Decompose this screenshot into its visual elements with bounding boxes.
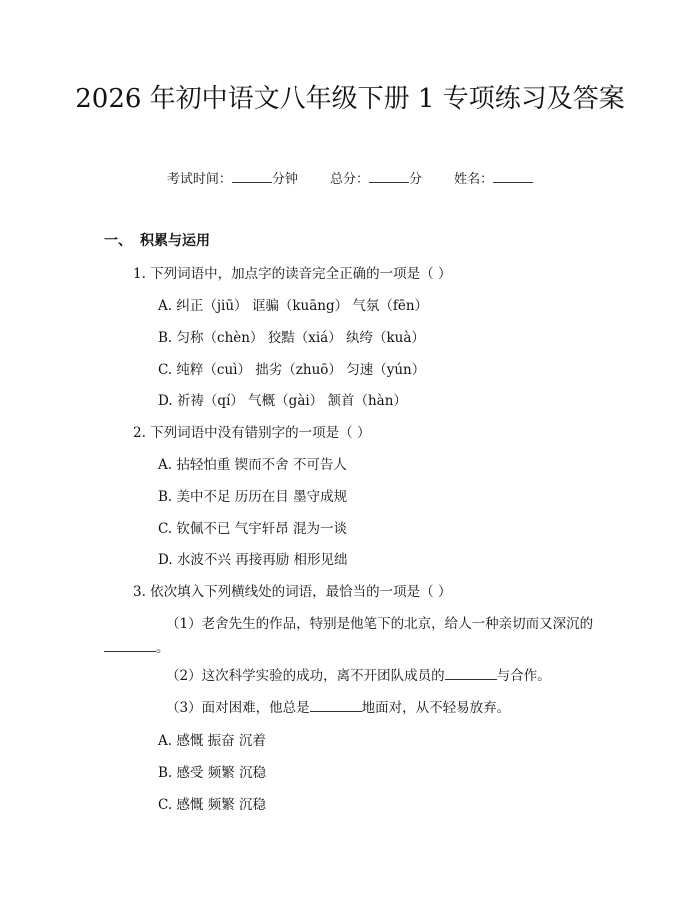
exam-meta	[0, 168, 700, 187]
total-score	[330, 168, 422, 187]
score-blank[interactable]	[369, 170, 409, 183]
sentence-1-tail: 。	[156, 640, 170, 656]
score-label: 总分：	[329, 172, 369, 187]
question-1-option-c[interactable]: C. 纯粹（cuì） 拙劣（zhuō） 匀速（yún）	[158, 362, 426, 378]
question-1-option-d[interactable]: D. 祈祷（qí） 气概（gài） 颔首（hàn）	[158, 393, 407, 409]
question-3-option-b[interactable]: B. 感受 频繁 沉稳	[158, 765, 267, 781]
time-blank[interactable]	[232, 170, 272, 183]
question-2-stem: 2. 下列词语中没有错别字的一项是（ ）	[133, 425, 371, 441]
section-number: 一、	[104, 233, 132, 249]
sentence-2-blank[interactable]	[445, 667, 497, 680]
sentence-3-head: （3）面对困难，他总是	[166, 700, 310, 716]
question-1-stem: 1. 下列词语中，加点字的读音完全正确的一项是（ ）	[133, 266, 452, 282]
sentence-1-blank[interactable]	[104, 639, 156, 652]
question-1-option-a[interactable]: A. 纠正（jiū） 诓骗（kuāng） 气氛（fēn）	[158, 298, 429, 314]
question-3-option-a[interactable]: A. 感慨 振奋 沉着	[158, 733, 266, 749]
student-name	[454, 168, 533, 187]
sentence-2-tail: 与合作。	[496, 668, 551, 684]
question-2-option-a[interactable]: A. 拈轻怕重 锲而不舍 不可告人	[158, 457, 347, 473]
question-3-stem: 3. 依次填入下列横线处的词语，最恰当的一项是（ ）	[133, 584, 452, 600]
sentence-3-tail: 地面对，从不轻易放弃。	[361, 700, 511, 716]
score-unit: 分	[409, 172, 423, 187]
question-2-option-b[interactable]: B. 美中不足 历历在目 墨守成规	[158, 489, 348, 505]
question-3-option-c[interactable]: C. 感慨 频繁 沉稳	[158, 797, 267, 813]
question-3-sentence-1-end	[104, 636, 170, 656]
question-2-option-c[interactable]: C. 钦佩不已 气宇轩昂 混为一谈	[158, 521, 348, 537]
time-label: 考试时间：	[166, 172, 232, 187]
question-3-sentence-1: （1）老舍先生的作品，特别是他笔下的北京，给人一种亲切而又深沉的	[166, 616, 594, 632]
time-unit: 分钟	[271, 172, 298, 187]
section-heading	[104, 230, 210, 250]
exam-time	[167, 168, 298, 187]
name-label: 姓名：	[454, 172, 494, 187]
question-1-option-b[interactable]: B. 匀称（chèn） 狡黠（xiá） 纨绔（kuà）	[158, 330, 425, 346]
name-blank[interactable]	[493, 170, 533, 183]
page-title: 2026 年初中语文八年级下册 1 专项练习及答案	[75, 84, 625, 114]
sentence-2-head: （2）这次科学实验的成功，离不开团队成员的	[166, 668, 445, 684]
question-2-option-d[interactable]: D. 水波不兴 再接再励 相形见绌	[158, 552, 348, 568]
question-3-sentence-2	[166, 664, 551, 684]
question-3-sentence-3	[166, 696, 510, 716]
sentence-3-blank[interactable]	[310, 699, 362, 712]
section-title: 积累与运用	[140, 233, 210, 249]
